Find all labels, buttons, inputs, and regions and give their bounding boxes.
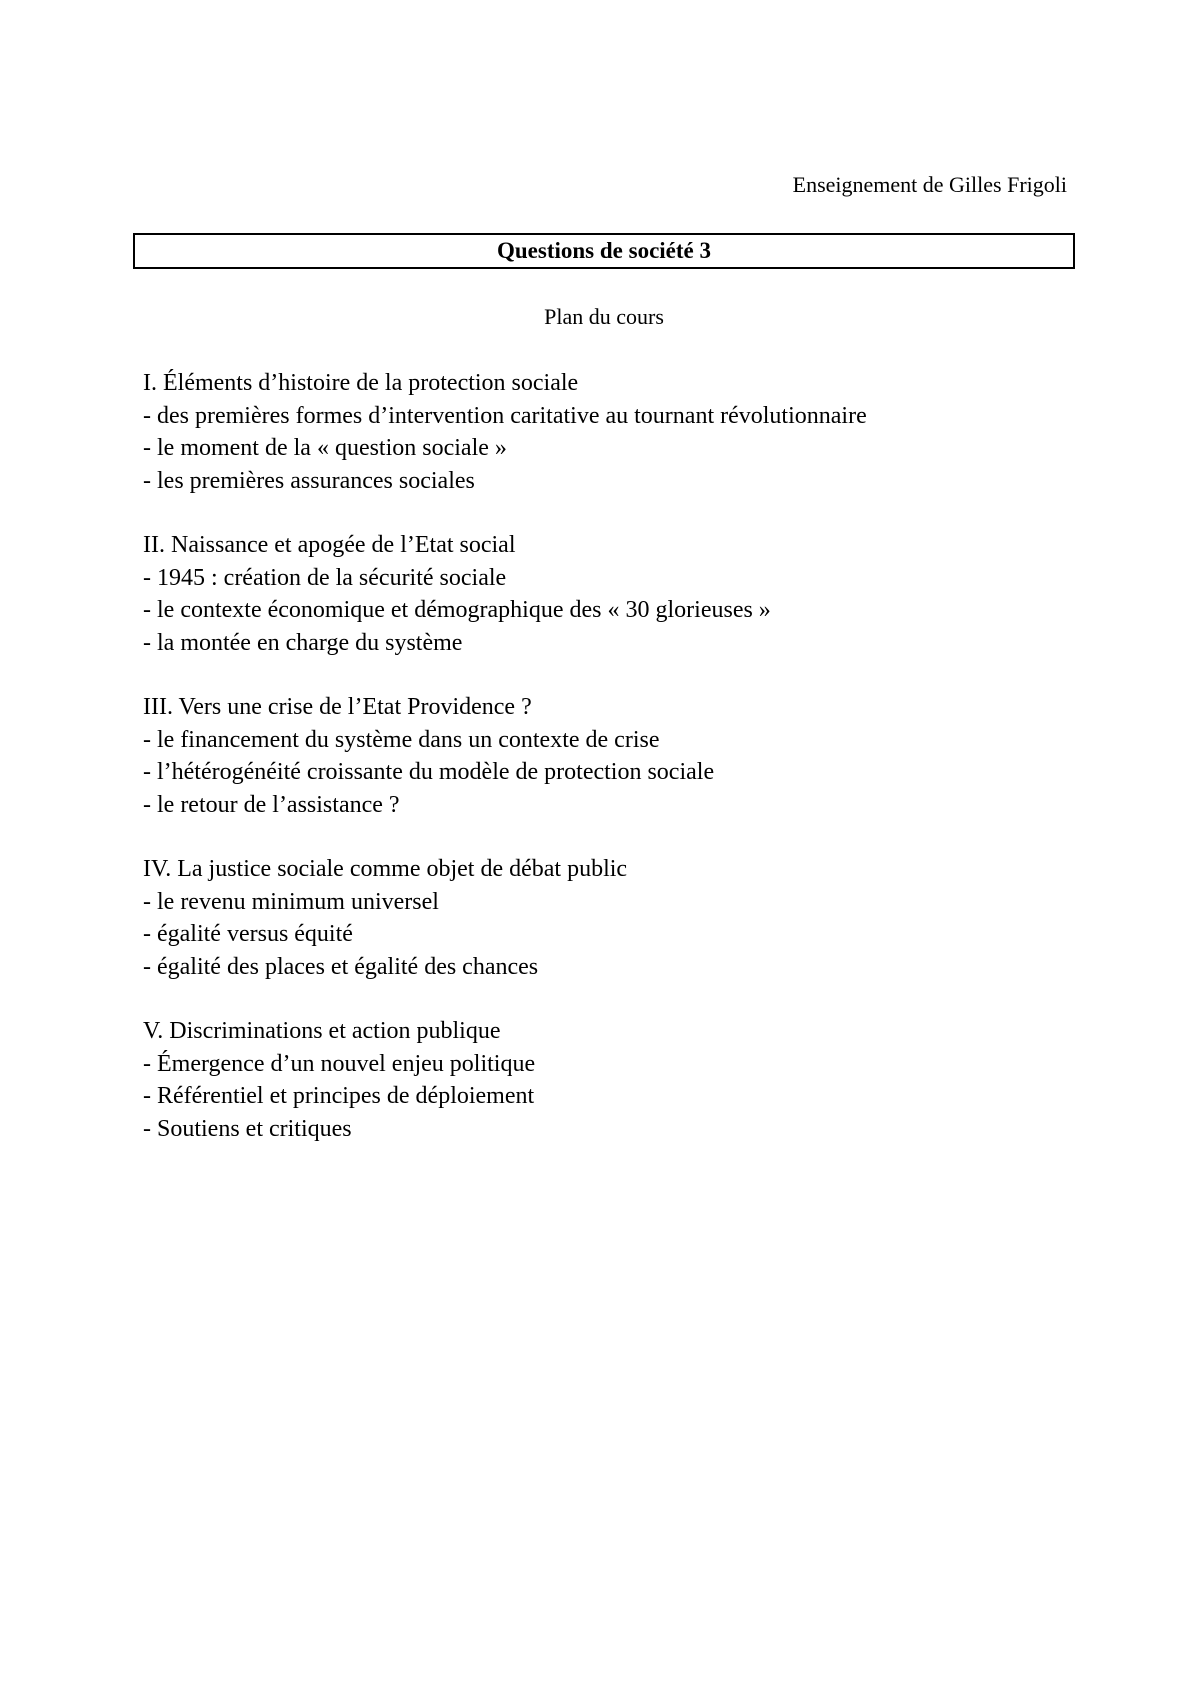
section-item: - les premières assurances sociales [143,467,475,494]
section-item: - égalité versus équité [143,921,353,947]
section-item: - égalité des places et égalité des chances [143,953,539,980]
title-box [133,233,1075,269]
section-item: - le moment de la « question sociale » [143,435,507,461]
section-heading: V. Discriminations et action publique [143,1018,501,1044]
section-item: - Référentiel et principes de déploiement [143,1083,535,1109]
section-heading: II. Naissance et apogée de l’Etat social [143,532,516,558]
section-item: - le financement du système dans un contexte de crise [143,726,660,753]
section-item: - Soutiens et critiques [143,1115,352,1142]
course-plan [143,367,1083,1177]
plan-section [143,529,1083,659]
plan-section [143,367,1083,497]
section-heading: IV. La justice sociale comme objet de débat public [143,856,628,882]
plan-section [143,1015,1083,1145]
section-item: - le retour de l’assistance ? [143,791,400,818]
page-subtitle: Plan du cours [544,304,664,329]
section-heading: I. Éléments d’histoire de la protection sociale [143,370,579,396]
section-item: - le revenu minimum universel [143,888,439,915]
section-item: - le contexte économique et démographique des « 30 glorieuses » [143,597,771,623]
section-item: - Émergence d’un nouvel enjeu politique [143,1050,536,1077]
section-item: - la montée en charge du système [143,629,463,656]
section-heading: III. Vers une crise de l’Etat Providence ? [143,694,532,720]
section-item: - l’hétérogénéité croissante du modèle de protection sociale [143,759,715,785]
plan-section [143,853,1083,983]
author-line: Enseignement de Gilles Frigoli [792,172,1067,197]
section-item: - des premières formes d’intervention caritative au tournant révolutionnaire [143,402,867,429]
plan-section [143,691,1083,821]
section-item: - 1945 : création de la sécurité sociale [143,564,507,591]
page-title: Questions de société 3 [496,238,711,263]
